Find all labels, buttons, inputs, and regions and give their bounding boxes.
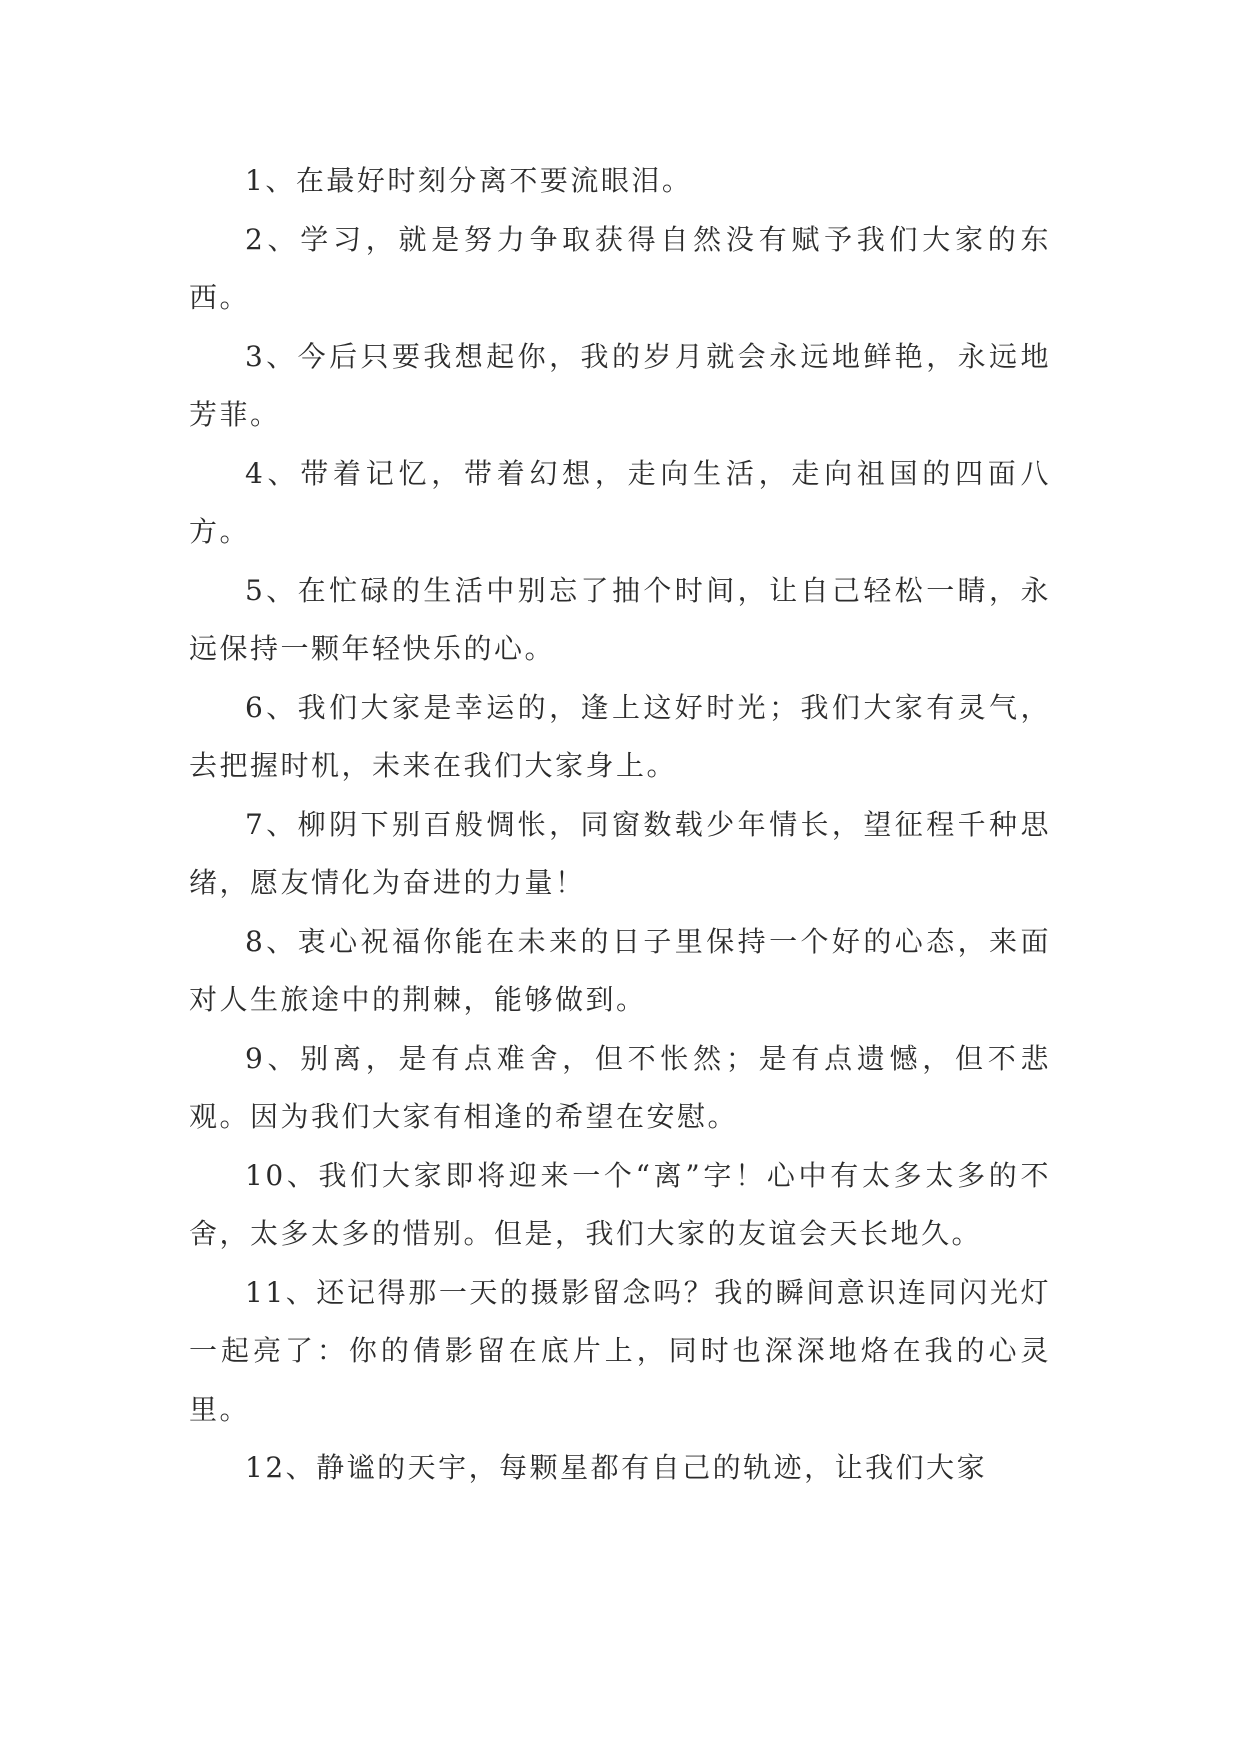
paragraph-3: 3、今后只要我想起你，我的岁月就会永远地鲜艳，永远地芳菲。 bbox=[189, 339, 1051, 431]
paragraph-12: 12、静谧的天宇，每颗星都有自己的轨迹，让我们大家 bbox=[245, 1451, 988, 1484]
paragraph-11: 11、还记得那一天的摄影留念吗？我的瞬间意识连同闪光灯一起亮了：你的倩影留在底片上，同时也深深地烙在我的心灵里。 bbox=[189, 1275, 1051, 1426]
paragraph-8: 8、衷心祝福你能在未来的日子里保持一个好的心态，来面对人生旅途中的荆棘，能够做到。 bbox=[189, 924, 1051, 1016]
paragraph-1: 1、在最好时刻分离不要流眼泪。 bbox=[245, 164, 693, 197]
paragraph-4: 4、带着记忆，带着幻想，走向生活，走向祖国的四面八方。 bbox=[189, 456, 1051, 548]
document-body bbox=[189, 152, 1051, 1498]
paragraph-2: 2、学习，就是努力争取获得自然没有赋予我们大家的东西。 bbox=[189, 222, 1051, 314]
paragraph-6: 6、我们大家是幸运的，逢上这好时光；我们大家有灵气，去把握时机，未来在我们大家身上。 bbox=[189, 690, 1051, 782]
paragraph-5: 5、在忙碌的生活中别忘了抽个时间，让自己轻松一睛，永远保持一颗年轻快乐的心。 bbox=[189, 573, 1051, 665]
paragraph-7: 7、柳阴下别百般惆怅，同窗数载少年情长，望征程千种思绪，愿友情化为奋进的力量！ bbox=[189, 807, 1051, 899]
paragraph-10: 10、我们大家即将迎来一个“离”字！心中有太多太多的不舍，太多太多的惜别。但是，我们大家的友谊会天长地久。 bbox=[189, 1158, 1051, 1250]
paragraph-9: 9、别离，是有点难舍，但不怅然；是有点遗憾，但不悲观。因为我们大家有相逢的希望在安慰。 bbox=[189, 1041, 1051, 1133]
